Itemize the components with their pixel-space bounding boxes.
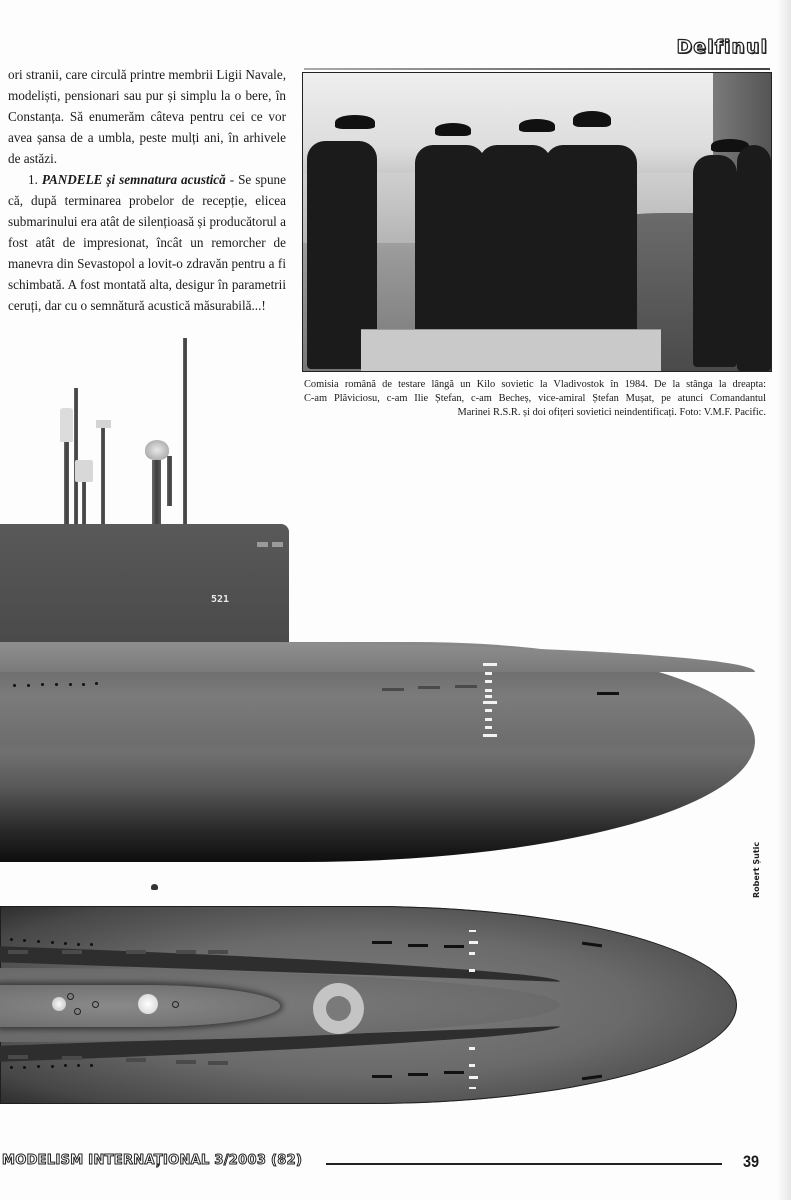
- draft-mark: [485, 680, 492, 683]
- magazine-footer-title: MODELISM INTERNAȚIONAL 3/2003 (82): [2, 1153, 303, 1168]
- photo-cap-1: [335, 115, 375, 129]
- top-flood-hole: [37, 940, 40, 943]
- photo-cap-2: [435, 123, 471, 136]
- article-column: [8, 64, 286, 316]
- side-marking: [597, 692, 619, 695]
- photo-person-5: [693, 155, 737, 367]
- side-flood-hole: [69, 683, 72, 686]
- draft-mark: [483, 663, 497, 666]
- photo-concrete-slab: [361, 329, 661, 372]
- top-draft-mark: [469, 952, 475, 955]
- caption-line-1: Comisia română de testare lângă un Kilo sovietic la Vladivostok în 1984. De la stânga la dreapta:: [304, 379, 766, 390]
- top-flood-hole: [51, 1065, 54, 1068]
- hatch-light-1: [52, 997, 66, 1011]
- top-marking: [444, 945, 464, 948]
- hatch-light-2: [138, 994, 158, 1014]
- top-flood-hole: [23, 1066, 26, 1069]
- illustrator-credit: Robert Șutic: [752, 841, 761, 898]
- hatch-small-3: [92, 1001, 99, 1008]
- top-draft-mark: [469, 930, 476, 932]
- side-deck: [0, 642, 755, 672]
- top-marking: [372, 941, 392, 944]
- side-flood-hole: [13, 684, 16, 687]
- photo-person-3: [479, 145, 551, 331]
- top-flood-hole: [64, 1064, 67, 1067]
- top-draft-mark: [469, 1064, 475, 1067]
- top-marking: [408, 1073, 428, 1076]
- top-flood-hole: [37, 1065, 40, 1068]
- top-limber-hole: [176, 1060, 196, 1064]
- side-limber-hole: [382, 688, 404, 691]
- footer-rule: [326, 1163, 722, 1165]
- page-number: 39: [743, 1152, 760, 1171]
- top-draft-mark: [469, 1087, 476, 1089]
- side-hull: [0, 642, 755, 862]
- mast-short: [167, 456, 172, 506]
- top-flood-hole: [10, 1066, 13, 1069]
- photo-cap-4: [573, 111, 611, 127]
- photo-caption: [304, 378, 766, 420]
- top-flood-hole: [10, 938, 13, 941]
- top-draft-mark: [469, 1047, 475, 1050]
- side-flood-hole: [27, 684, 30, 687]
- draft-mark: [485, 672, 492, 675]
- mast-tall-antenna: [183, 338, 187, 525]
- top-flood-hole: [77, 1064, 80, 1067]
- mast-flag-plate: [96, 420, 111, 428]
- side-flood-hole: [55, 683, 58, 686]
- top-flood-hole: [51, 941, 54, 944]
- deck-ring-marking: [313, 983, 364, 1034]
- draft-mark: [483, 701, 497, 704]
- hatch-small-2: [74, 1008, 81, 1015]
- top-flood-hole: [64, 942, 67, 945]
- photo-person-2: [415, 145, 485, 333]
- draft-mark: [485, 709, 492, 712]
- top-limber-hole: [8, 950, 28, 954]
- top-flood-hole: [77, 943, 80, 946]
- caption-line-3: Marinei R.S.R. și doi ofițeri sovietici neindentificați. Foto: V.M.F. Pacific.: [457, 407, 766, 418]
- sail-vent-1: [257, 542, 268, 547]
- conning-tower: [0, 524, 289, 642]
- sail-vent-2: [272, 542, 283, 547]
- mast-dome: [145, 440, 169, 460]
- draft-mark: [483, 734, 497, 737]
- top-marking: [408, 944, 428, 947]
- side-flood-hole: [95, 682, 98, 685]
- top-limber-hole: [176, 950, 196, 954]
- top-limber-hole: [126, 950, 146, 954]
- side-limber-hole: [455, 685, 477, 688]
- photo-person-6: [737, 145, 771, 371]
- hatch-small-4: [172, 1001, 179, 1008]
- top-limber-hole: [8, 1055, 28, 1059]
- top-flood-hole: [90, 1064, 93, 1067]
- side-limber-hole: [418, 686, 440, 689]
- draft-mark: [485, 695, 492, 698]
- mast-lamp-head: [60, 408, 73, 442]
- paragraph-heading: PANDELE și semnatura acustică: [41, 172, 226, 187]
- photo-cap-3: [519, 119, 555, 132]
- caption-line-2: C-am Plăviciosu, c-am Ilie Ștefan, c-am Becheș, vice-amiral Ștefan Mușat, pe atunci Comandantul: [304, 393, 766, 404]
- mast-radar-plate: [75, 460, 93, 482]
- mast-stub: [82, 482, 86, 525]
- mast-antenna-2: [74, 388, 78, 525]
- top-limber-hole: [208, 950, 228, 954]
- top-marking: [372, 1075, 392, 1078]
- mast-antenna-1: [64, 440, 69, 525]
- top-draft-mark: [469, 941, 478, 944]
- photo-person-4: [545, 145, 637, 335]
- top-flood-hole: [23, 939, 26, 942]
- hatch-small-1: [67, 993, 74, 1000]
- hull-number: 521: [211, 594, 230, 605]
- top-flood-hole: [90, 943, 93, 946]
- article-paragraph-1: ori stranii, care circulă printre membrii Ligii Navale, modeliști, pensionari sau pur și simplu la o bere, în Constanța. Să enumerăm câteva pentru cei ce vor avea șansa de a umbla, peste mulți ani, în arhivele de astăzi.: [8, 67, 286, 166]
- section-title: Delfinul: [676, 36, 768, 58]
- mast-antenna-3: [101, 426, 105, 525]
- top-draft-mark: [469, 1076, 478, 1079]
- photo-commission-vladivostok: [302, 72, 772, 372]
- side-flood-hole: [82, 683, 85, 686]
- page-edge-shadow: [777, 0, 791, 1200]
- top-limber-hole: [208, 1061, 228, 1065]
- drawing-detail-blob: [151, 884, 158, 890]
- paragraph-body: - Se spune că, după terminarea probelor de recepție, elicea submarinului era atât de silențioasă și producătorul a fost atât de impresionat, încât un remorcher de manevra din Sevastopol a lovit-o zdravăn pentru a fi schimbată. A fost montată alta, desigur în parametrii ceruți, dar cu o semnătură acustică măsurabilă...!: [8, 172, 286, 313]
- draft-mark: [485, 689, 492, 692]
- top-limber-hole: [62, 1056, 82, 1060]
- top-limber-hole: [126, 1058, 146, 1062]
- article-paragraph-2: [8, 169, 286, 316]
- top-draft-mark: [469, 969, 475, 972]
- top-marking: [444, 1071, 464, 1074]
- title-rule: [304, 68, 770, 70]
- top-limber-hole: [62, 950, 82, 954]
- draft-mark: [485, 718, 492, 721]
- draft-mark: [485, 726, 492, 729]
- side-flood-hole: [41, 683, 44, 686]
- list-number: 1.: [28, 172, 38, 187]
- mast-periscope: [152, 460, 161, 525]
